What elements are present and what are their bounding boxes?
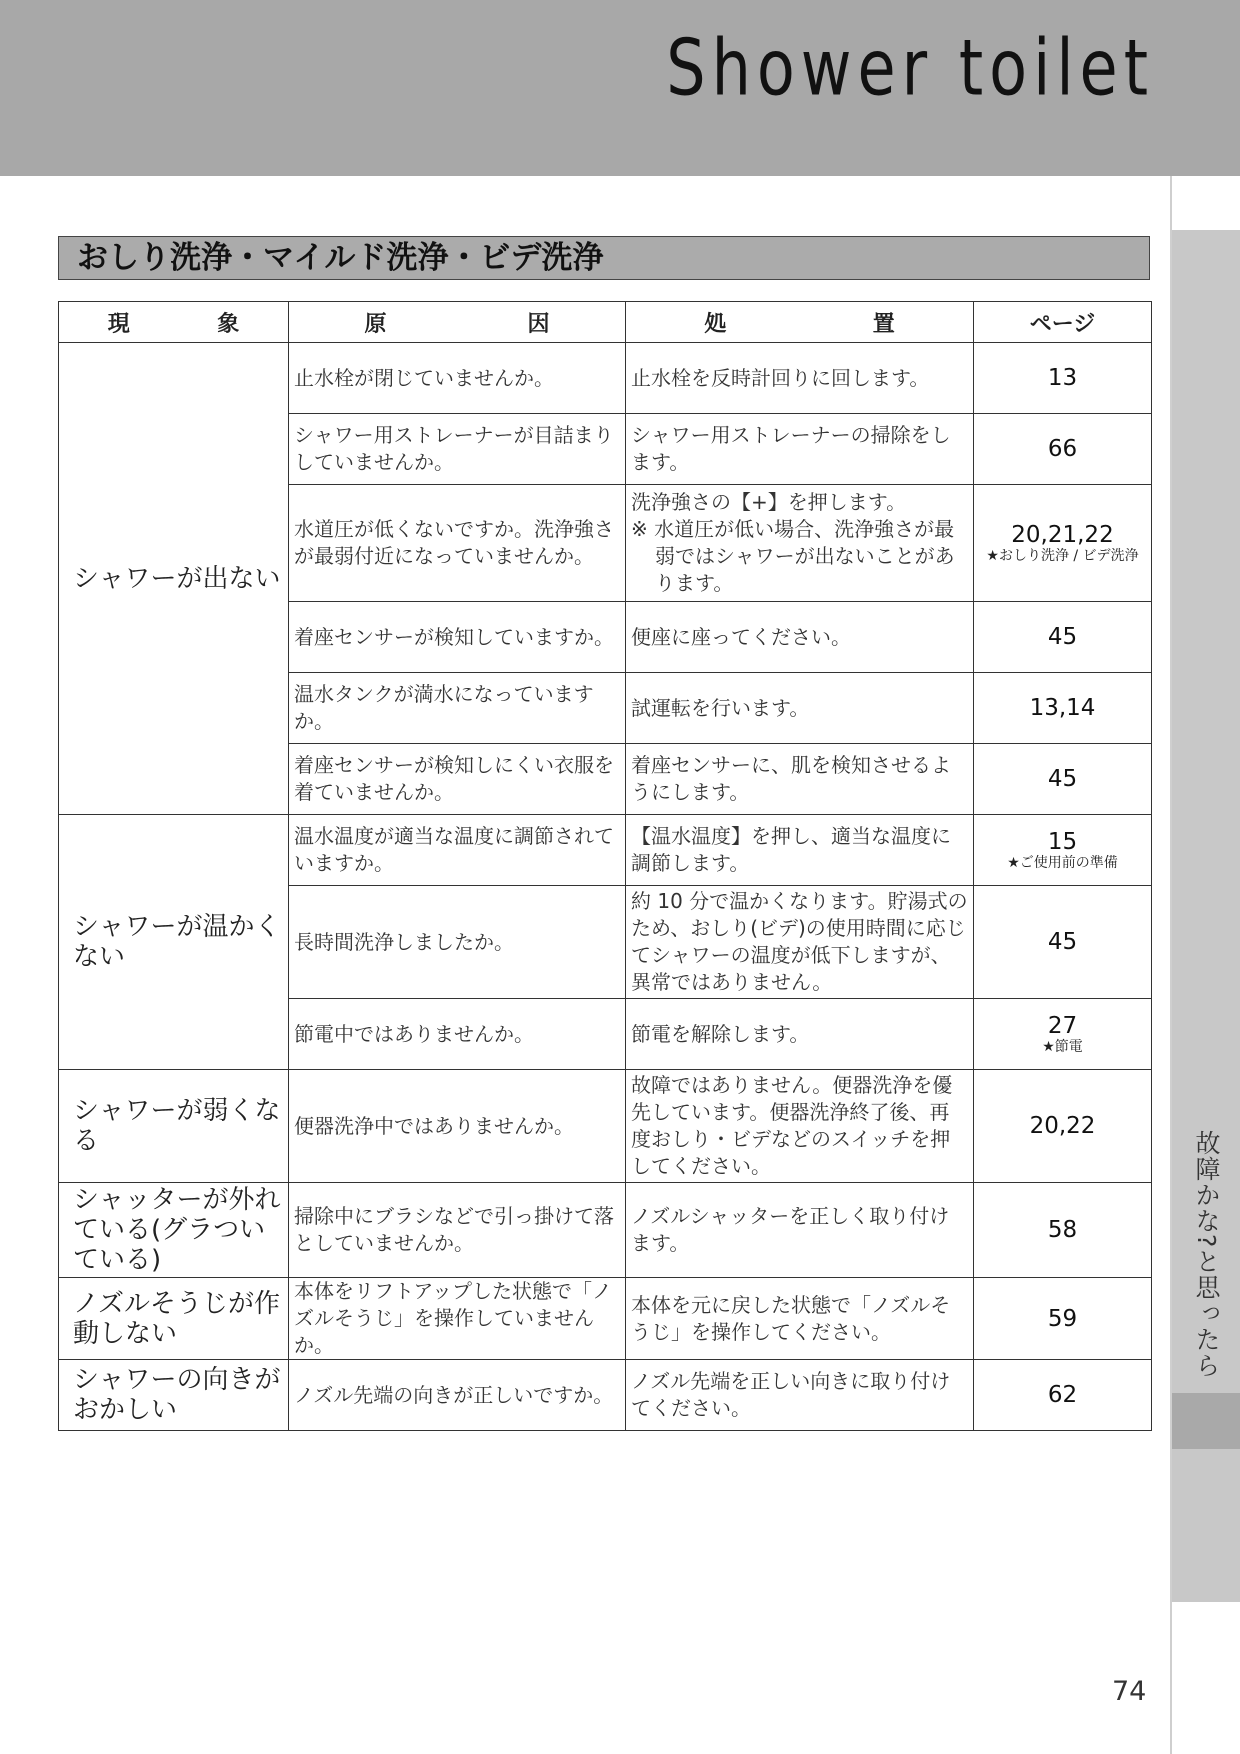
header-symptom: 現 象 [59, 302, 289, 343]
page-note: ★節電 [1042, 1039, 1083, 1055]
section-title: おしり洗浄・マイルド洗浄・ビデ洗浄 [58, 236, 1150, 280]
cause-cell: 着座センサーが検知しにくい衣服を着ていませんか。 [289, 744, 626, 815]
action-cell: ノズル先端を正しい向きに取り付けてください。 [626, 1360, 974, 1431]
page-cell: 20,22 [974, 1070, 1152, 1183]
header-page: ページ [974, 302, 1152, 343]
symptom-cell: シャワーの向きがおかしい [59, 1360, 289, 1431]
table-row [59, 343, 1152, 414]
cause-cell: 温水温度が適当な温度に調節されていますか。 [289, 815, 626, 886]
action-cell: シャワー用ストレーナーの掃除をします。 [626, 414, 974, 485]
symptom-cell: シャッターが外れている(グラついている) [59, 1183, 289, 1278]
cause-cell: 水道圧が低くないですか。洗浄強さが最弱付近になっていませんか。 [289, 485, 626, 602]
page-cell: 45 [974, 886, 1152, 999]
cause-cell: 掃除中にブラシなどで引っ掛けて落としていませんか。 [289, 1183, 626, 1278]
symptom-cell: シャワーが出ない [59, 343, 289, 815]
table-row [59, 1070, 1152, 1183]
page-cell: 20,21,22 ★おしり洗浄 / ビデ洗浄 [974, 485, 1152, 602]
cause-cell: ノズル先端の向きが正しいですか。 [289, 1360, 626, 1431]
table-row [59, 1360, 1152, 1431]
action-cell: 洗浄強さの【+】を押します。 ※ 水道圧が低い場合、洗浄強さが最 弱ではシャワーが出ないことがあります。 [626, 485, 974, 602]
symptom-cell: ノズルそうじが作動しない [59, 1278, 289, 1360]
page-cell: 62 [974, 1360, 1152, 1431]
brand-logo: Shower toilet [666, 22, 1154, 114]
page-number: 74 [1112, 1676, 1147, 1707]
table-row [59, 1278, 1152, 1360]
action-cell: 節電を解除します。 [626, 999, 974, 1070]
page-cell: 13 [974, 343, 1152, 414]
page-cell: 45 [974, 744, 1152, 815]
page-note: ★ご使用前の準備 [1007, 855, 1118, 871]
table-row [59, 1183, 1152, 1278]
action-cell: 止水栓を反時計回りに回します。 [626, 343, 974, 414]
cause-cell: 節電中ではありませんか。 [289, 999, 626, 1070]
page-cell: 13,14 [974, 673, 1152, 744]
cause-cell: 着座センサーが検知していますか。 [289, 602, 626, 673]
troubleshooting-table [58, 301, 1152, 1431]
action-cell: 【温水温度】を押し、適当な温度に調節します。 [626, 815, 974, 886]
page-cell: 15 ★ご使用前の準備 [974, 815, 1152, 886]
action-cell: 試運転を行います。 [626, 673, 974, 744]
cause-cell: 止水栓が閉じていませんか。 [289, 343, 626, 414]
symptom-cell: シャワーが温かくない [59, 815, 289, 1070]
page-note: ★おしり洗浄 / ビデ洗浄 [986, 548, 1139, 564]
page-cell: 45 [974, 602, 1152, 673]
page-cell: 58 [974, 1183, 1152, 1278]
table-header-row [59, 302, 1152, 343]
action-cell: 故障ではありません。便器洗浄を優先しています。便器洗浄終了後、再度おしり・ビデなどのスイッチを押してください。 [626, 1070, 974, 1183]
page-cell: 59 [974, 1278, 1152, 1360]
header-cause: 原 因 [289, 302, 626, 343]
table-row [59, 815, 1152, 886]
symptom-cell: シャワーが弱くなる [59, 1070, 289, 1183]
cause-cell: 温水タンクが満水になっていますか。 [289, 673, 626, 744]
cause-cell: 便器洗浄中ではありませんか。 [289, 1070, 626, 1183]
action-cell: 本体を元に戻した状態で「ノズルそうじ」を操作してください。 [626, 1278, 974, 1360]
cause-cell: シャワー用ストレーナーが目詰まりしていませんか。 [289, 414, 626, 485]
cause-cell: 長時間洗浄しましたか。 [289, 886, 626, 999]
side-label: 故障かな?と思ったら [1192, 1130, 1221, 1379]
action-cell: ノズルシャッターを正しく取り付けます。 [626, 1183, 974, 1278]
header-action: 処 置 [626, 302, 974, 343]
action-cell: 約 10 分で温かくなります。貯湯式のため、おしり(ビデ)の使用時間に応じてシャワーの温度が低下しますが、異常ではありません。 [626, 886, 974, 999]
action-cell: 便座に座ってください。 [626, 602, 974, 673]
cause-cell: 本体をリフトアップした状態で「ノズルそうじ」を操作していませんか。 [289, 1278, 626, 1360]
page-cell: 66 [974, 414, 1152, 485]
side-tab-marker [1172, 1393, 1240, 1449]
action-cell: 着座センサーに、肌を検知させるようにします。 [626, 744, 974, 815]
page-cell: 27 ★節電 [974, 999, 1152, 1070]
